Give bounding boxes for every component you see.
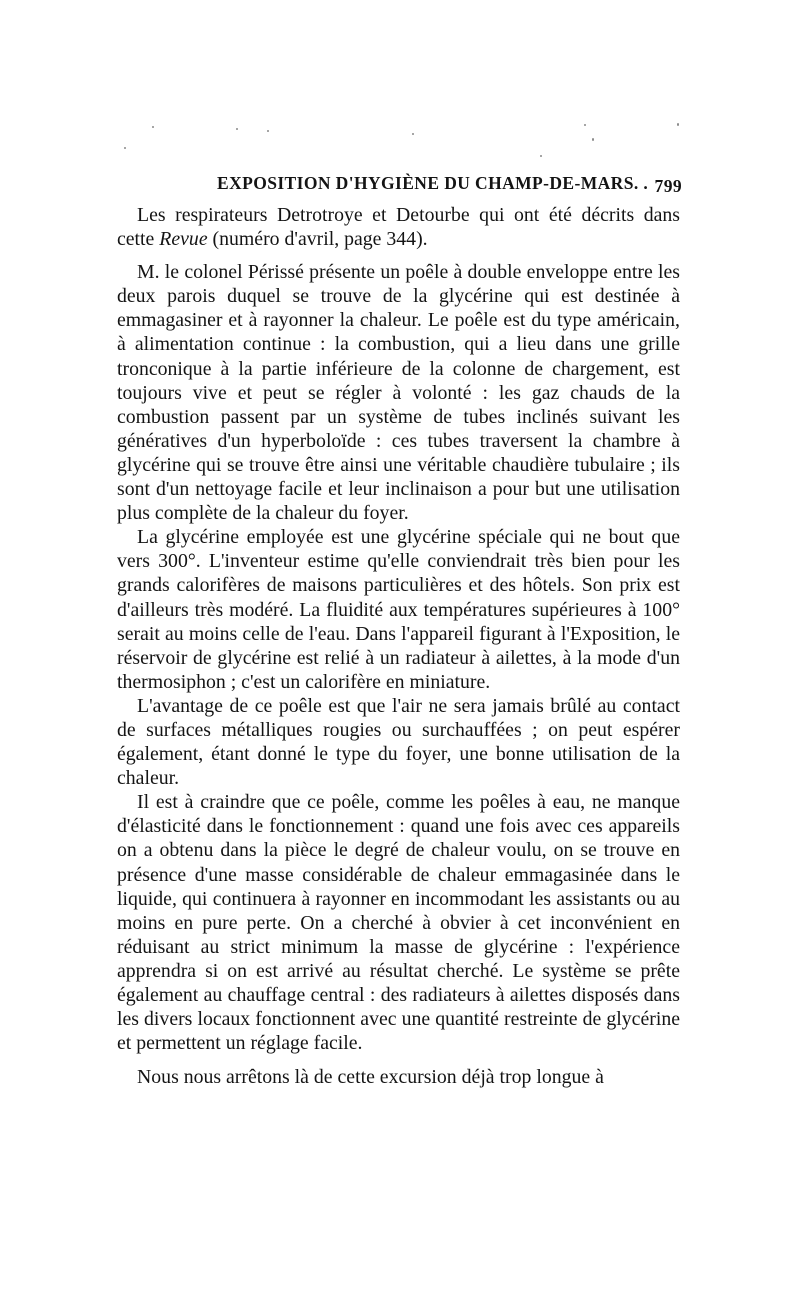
scan-speck [124, 147, 126, 149]
scan-speck [540, 155, 542, 157]
scan-speck [592, 138, 594, 141]
running-title: EXPOSITION D'HYGIÈNE DU CHAMP-DE-MARS. . [217, 173, 649, 193]
paragraph-glycerine: La glycérine employée est une glycérine spéciale qui ne bout que vers 300°. L'inventeur estime qu'elle conviendrait très bien pour les grands calorifères de maisons particulières et des hôtels. Son prix est d'ailleurs très modéré. La fluidité aux températures supérieures à 100° serait au moins celle de l'eau. Dans l'appareil figurant à l'Exposition, le réservoir de glycérine est relié à un radiateur à ailettes, à la mode d'un thermosiphon ; c'est un calorifère en miniature. [117, 526, 680, 693]
page-number: 799 [654, 176, 682, 196]
paragraph-text: (numéro d'avril, page 344). [207, 228, 428, 251]
paragraph-respirateurs [117, 203, 680, 251]
scan-speck [236, 128, 238, 130]
page-header [117, 173, 682, 197]
scan-speck [267, 130, 269, 132]
paragraph-avantage: L'avantage de ce poêle est que l'air ne sera jamais brûlé au contact de surfaces métalliques rougies ou surchauffées ; on peut espérer également, étant donné le type du foyer, une bonne utilisation de la chaleur. [117, 694, 680, 790]
scan-speck [412, 133, 414, 135]
scan-speck [584, 124, 586, 126]
scan-speck [152, 126, 154, 128]
paragraph-text: Les respirateurs Detrotroye et Detourbe qui ont été décrits dans cette [117, 204, 680, 251]
paragraph-elasticite: Il est à craindre que ce poêle, comme les poêles à eau, ne manque d'élasticité dans le fonctionnement : quand une fois avec ces appareils on a obtenu dans la pièce le degré de chaleur voulu, on se trouve en présence d'une masse considérable de chaleur emmagasinée dans le liquide, qui continuera à rayonner en incommodant les assistants ou au moins en pure perte. On a cherché à obvier à cet inconvénient en réduisant au strict minimum la masse de glycérine : l'expérience apprendra si on est arrivé au résultat cherché. Le système se prête également au chauffage central : des radiateurs à ailettes disposés dans les divers locaux fonctionnent avec une quantité restreinte de glycérine et permettent un réglage facile. [117, 791, 680, 1055]
journal-title: Revue [159, 228, 208, 251]
paragraph-perisse-stove: M. le colonel Périssé présente un poêle à double enveloppe entre les deux parois duquel se trouve de la glycérine qui est destinée à emmagasiner et à rayonner la chaleur. Le poêle est du type américain, à alimentation continue : la combustion, qui a lieu dans une grille tronconique à la partie inférieure de la colonne de chargement, est toujours vive et peut se régler à volonté : les gaz chauds de la combustion passent par un système de tubes inclinés suivant les génératives d'un hyperboloïde : ces tubes traversent la chambre à glycérine qui se trouve être ainsi une véritable chaudière tubulaire ; ils sont d'un nettoyage facile et leur inclinaison a pour but une utilisation plus complète de la chaleur du foyer. [117, 261, 680, 525]
scan-speck [677, 123, 679, 126]
paragraph-conclusion: Nous nous arrêtons là de cette excursion déjà trop longue à [137, 1066, 604, 1089]
body-text [117, 203, 680, 1089]
